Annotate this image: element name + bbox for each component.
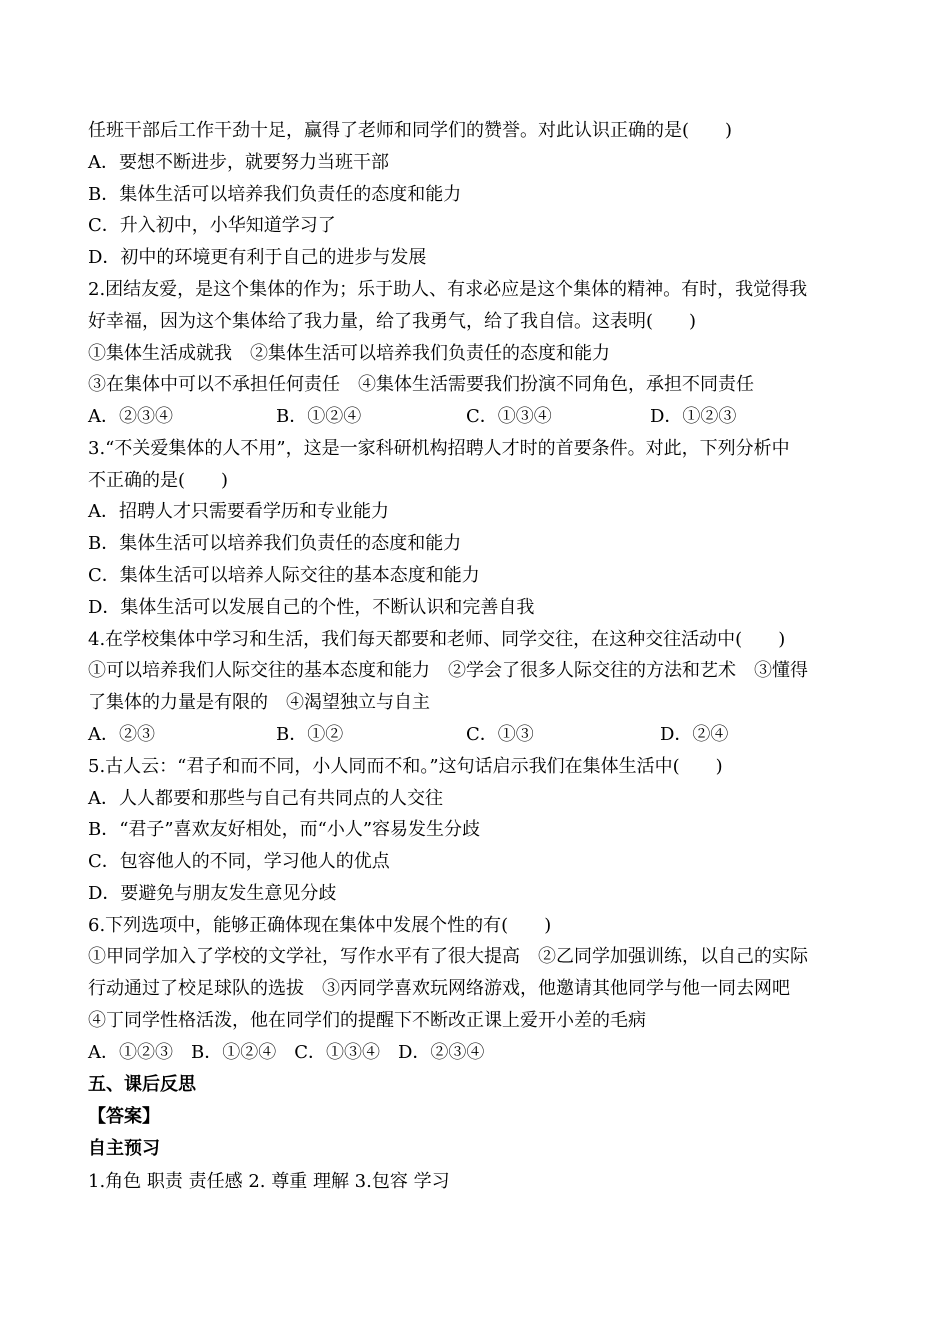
q5-option-a: A．人人都要和那些与自己有共同点的人交往 xyxy=(88,788,443,809)
q1-option-b: B．集体生活可以培养我们负责任的态度和能力 xyxy=(88,184,462,205)
q4-option-d: D．②④ xyxy=(660,724,729,745)
q4-option-b: B．①② xyxy=(276,724,344,745)
q5-option-c: C．包容他人的不同，学习他人的优点 xyxy=(88,851,390,872)
q1-stem-end: 任班干部后工作干劲十足，赢得了老师和同学们的赞誉。对此认识正确的是( ) xyxy=(88,120,733,141)
q3-option-c: C．集体生活可以培养人际交往的基本态度和能力 xyxy=(88,565,480,586)
q4-item-line-1: ①可以培养我们人际交往的基本态度和能力 ②学会了很多人际交往的方法和艺术 ③懂得 xyxy=(88,660,808,681)
q4-option-a: A．②③ xyxy=(88,724,155,745)
q6-item-line-1: ①甲同学加入了学校的文学社，写作水平有了很大提高 ②乙同学加强训练，以自己的实际 xyxy=(88,946,808,967)
q3-stem-line-1: 3.“不关爱集体的人不用”，这是一家科研机构招聘人才时的首要条件。对此，下列分析中 xyxy=(88,438,790,459)
q3-option-b: B．集体生活可以培养我们负责任的态度和能力 xyxy=(88,533,462,554)
q4-option-c: C．①③ xyxy=(466,724,534,745)
q2-item-line-1: ①集体生活成就我 ②集体生活可以培养我们负责任的态度和能力 xyxy=(88,343,610,364)
q2-option-a: A．②③④ xyxy=(88,406,173,427)
q2-stem-line-2: 好幸福，因为这个集体给了我力量，给了我勇气，给了我自信。这表明( ) xyxy=(88,311,697,332)
q2-item-line-2: ③在集体中可以不承担任何责任 ④集体生活需要我们扮演不同角色，承担不同责任 xyxy=(88,374,754,395)
q2-stem-line-1: 2.团结友爱，是这个集体的作为；乐于助人、有求必应是这个集体的精神。有时，我觉得我 xyxy=(88,279,808,300)
q1-option-c: C．升入初中，小华知道学习了 xyxy=(88,215,336,236)
q5-option-d: D．要避免与朋友发生意见分歧 xyxy=(88,883,337,904)
section-5-heading: 五、课后反思 xyxy=(88,1074,196,1095)
answer-heading: 【答案】 xyxy=(88,1106,160,1127)
q4-item-line-2: 了集体的力量是有限的 ④渴望独立与自主 xyxy=(88,692,430,713)
q2-option-d: D．①②③ xyxy=(650,406,737,427)
self-preview-heading: 自主预习 xyxy=(88,1138,160,1159)
q2-option-b: B．①②④ xyxy=(276,406,362,427)
q6-stem-line-1: 6.下列选项中，能够正确体现在集体中发展个性的有( ) xyxy=(88,915,552,936)
q6-item-line-2: 行动通过了校足球队的选拔 ③丙同学喜欢玩网络游戏，他邀请其他同学与他一同去网吧 xyxy=(88,978,790,999)
q3-stem-line-2: 不正确的是( ) xyxy=(88,470,229,491)
self-preview-answer: 1.角色 职责 责任感 2. 尊重 理解 3.包容 学习 xyxy=(88,1171,450,1192)
q1-option-a: A．要想不断进步，就要努力当班干部 xyxy=(88,152,389,173)
q6-item-line-3: ④丁同学性格活泼，他在同学们的提醒下不断改正课上爱开小差的毛病 xyxy=(88,1010,646,1031)
q3-option-a: A．招聘人才只需要看学历和专业能力 xyxy=(88,501,389,522)
q5-stem-line-1: 5.古人云：“君子和而不同，小人同而不和。”这句话启示我们在集体生活中( ) xyxy=(88,756,723,777)
q5-option-b: B．“君子”喜欢友好相处，而“小人”容易发生分歧 xyxy=(88,819,481,840)
q2-option-c: C．①③④ xyxy=(466,406,552,427)
q1-option-d: D．初中的环境更有利于自己的进步与发展 xyxy=(88,247,427,268)
q3-option-d: D．集体生活可以发展自己的个性，不断认识和完善自我 xyxy=(88,597,535,618)
q6-options: A．①②③ B．①②④ C．①③④ D．②③④ xyxy=(88,1042,485,1063)
q4-stem-line-1: 4.在学校集体中学习和生活，我们每天都要和老师、同学交往，在这种交往活动中( ) xyxy=(88,629,786,650)
